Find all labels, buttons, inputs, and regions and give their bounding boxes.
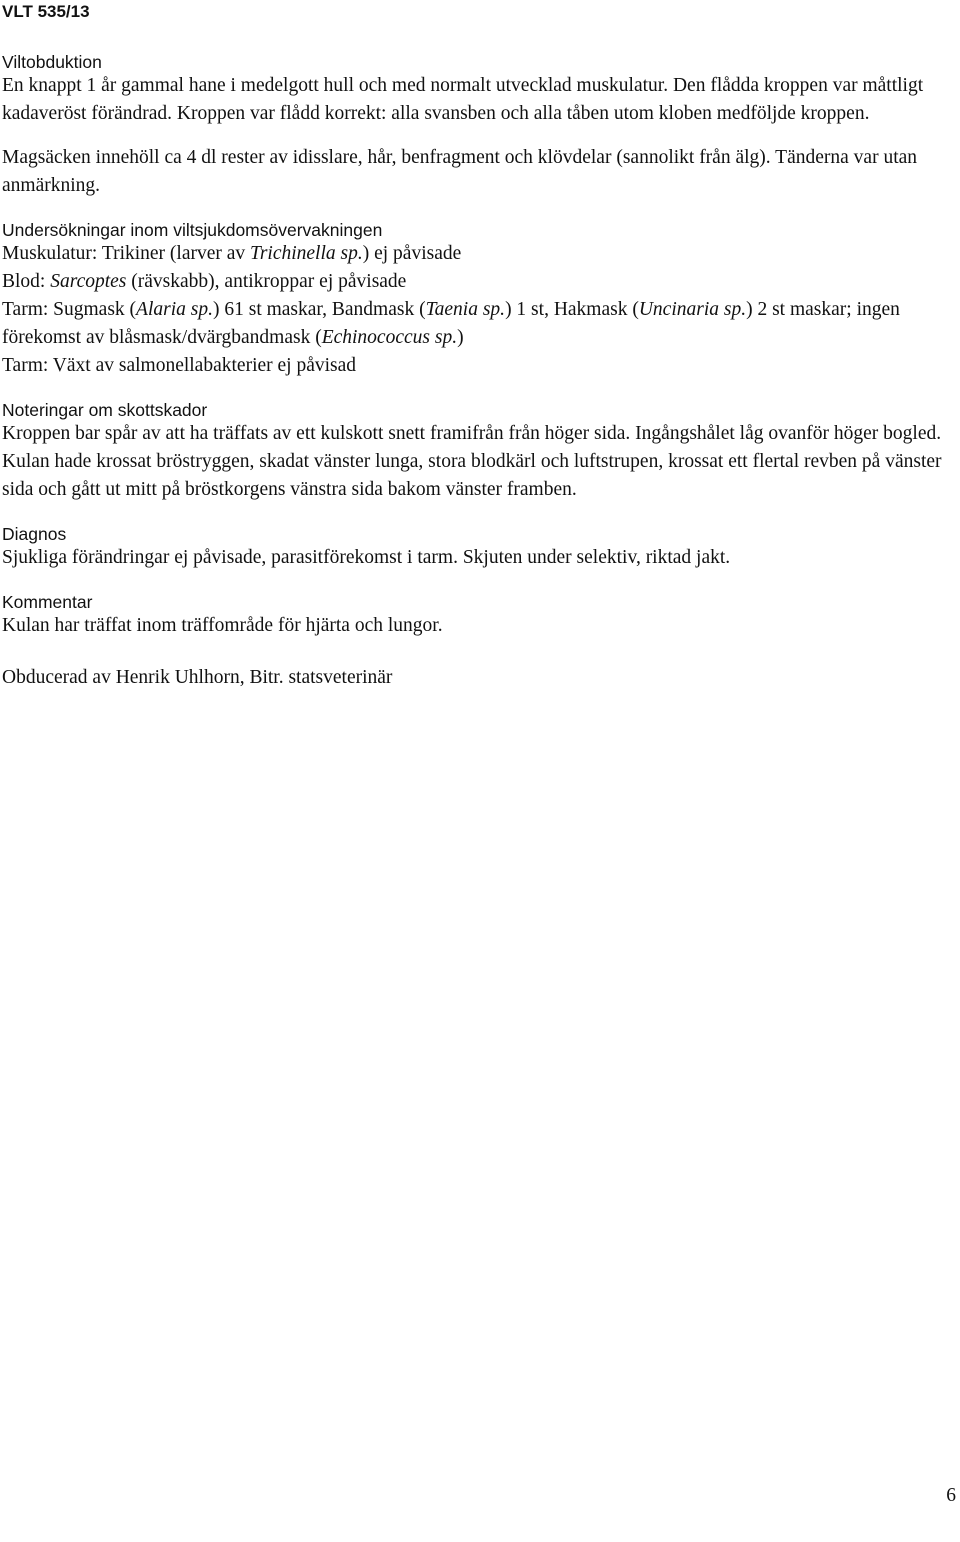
heading-diagnos: Diagnos (2, 524, 67, 544)
paragraph-general-description: En knappt 1 år gammal hane i medelgott hull och med normalt utvecklad muskulatur. Den flådda kroppen var måttligt kadaveröst förändrad. Kroppen var flådd korrekt: alla svansben och alla tåben utom kloben medföljde kroppen. (2, 75, 924, 124)
result-blod (2, 268, 957, 296)
section-kommentar (2, 592, 957, 640)
result-tarm-parasiter (2, 296, 957, 352)
tarm-part3: ) 1 st, Hakmask ( (505, 299, 639, 320)
result-muskulatur (2, 240, 957, 268)
heading-kommentar: Kommentar (2, 592, 93, 612)
page-number: 6 (946, 1485, 956, 1506)
heading-viltobduktion: Viltobduktion (2, 52, 102, 72)
blod-prefix: Blod: (2, 271, 51, 292)
paragraph-skottskador: Kroppen bar spår av att ha träffats av ett kulskott snett framifrån från höger sida. Ingångshålet låg ovanför höger bogled. Kulan hade krossat bröstryggen, skadat vänster lunga, stora blodkärl och luftstrupen, krossat ett flertal revben på vänster sida och gått ut mitt på bröstkorgens vänstra sida bakom vänster framben. (2, 423, 942, 500)
section-skottskador (2, 400, 957, 504)
tarm-part2: ) 61 st maskar, Bandmask ( (212, 299, 426, 320)
species-sarcoptes: Sarcoptes (50, 271, 127, 292)
heading-skottskador: Noteringar om skottskador (2, 400, 208, 420)
species-trichinella: Trichinella sp. (250, 243, 363, 264)
section-undersokningar (2, 220, 957, 380)
document-content (2, 52, 957, 692)
muskulatur-suffix: ) ej påvisade (362, 243, 462, 264)
section-diagnos (2, 524, 957, 572)
species-alaria: Alaria sp. (136, 299, 213, 320)
species-echinococcus: Echinococcus sp. (321, 327, 458, 348)
paragraph-diagnos: Sjukliga förändringar ej påvisade, parasitförekomst i tarm. Skjuten under selektiv, riktad jakt. (2, 547, 731, 568)
muskulatur-prefix: Muskulatur: Trikiner (larver av (2, 243, 251, 264)
section-viltobduktion (2, 52, 957, 200)
section-signatur (2, 664, 957, 692)
species-uncinaria: Uncinaria sp. (638, 299, 747, 320)
paragraph-kommentar: Kulan har träffat inom träffområde för hjärta och lungor. (2, 615, 443, 636)
result-tarm-salmonella: Tarm: Växt av salmonellabakterier ej påvisad (2, 355, 357, 376)
document-id: VLT 535/13 (2, 2, 90, 21)
tarm-part1: Tarm: Sugmask ( (2, 299, 137, 320)
species-taenia: Taenia sp. (425, 299, 506, 320)
tarm-part5: ) (457, 327, 464, 348)
paragraph-stomach-contents: Magsäcken innehöll ca 4 dl rester av idisslare, hår, benfragment och klövdelar (sannolikt från älg). Tänderna var utan anmärkning. (2, 147, 918, 196)
heading-undersokningar: Undersökningar inom viltsjukdomsövervakningen (2, 220, 383, 240)
signature-line: Obducerad av Henrik Uhlhorn, Bitr. statsveterinär (2, 667, 393, 688)
blod-suffix: (rävskabb), antikroppar ej påvisade (126, 271, 407, 292)
tarm-part4: ) 2 st maskar; ingen förekomst av blåsmask/dvärgbandmask ( (2, 299, 900, 348)
